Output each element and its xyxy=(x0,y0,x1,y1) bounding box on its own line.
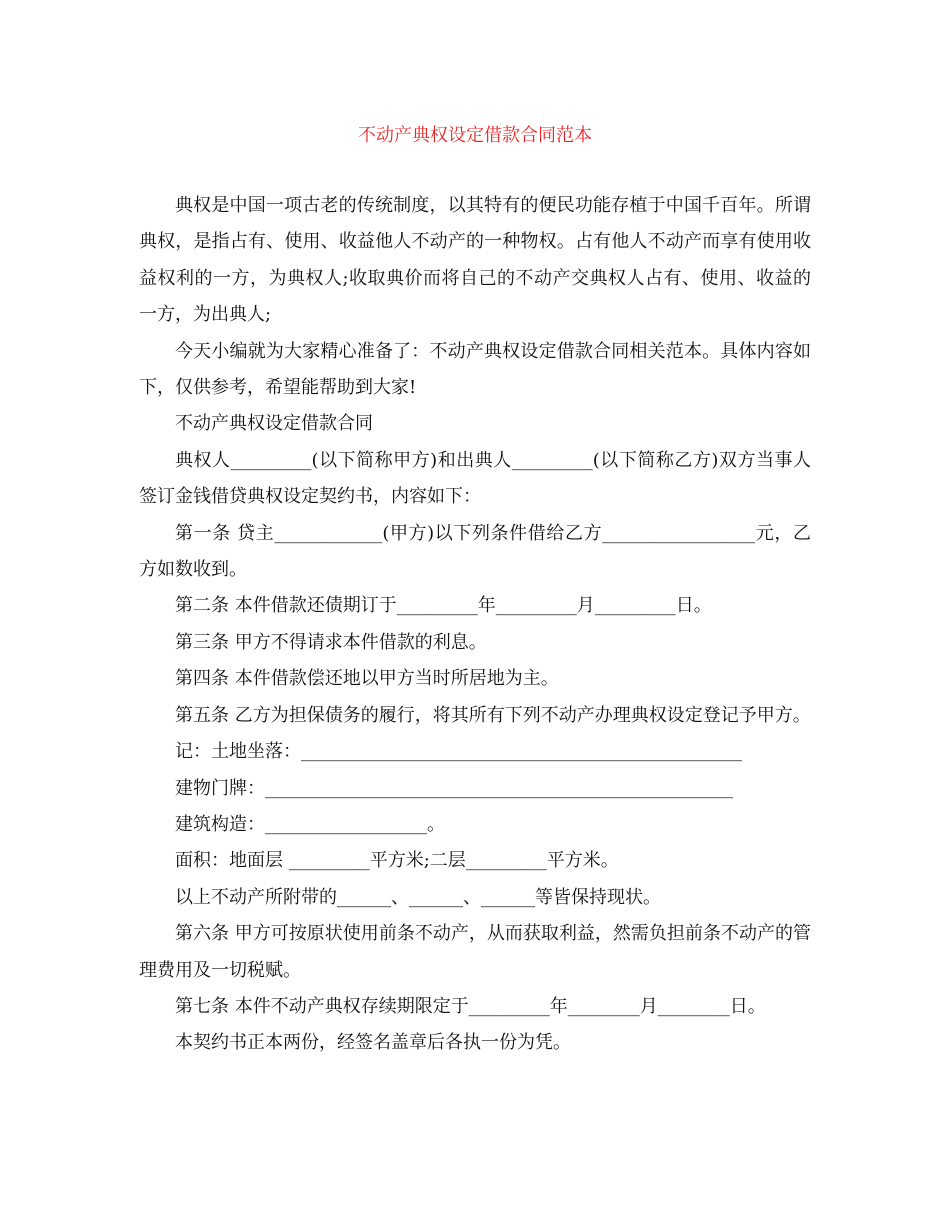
article-6: 第六条 甲方可按原状使用前条不动产，从而获取利益，然需负担前条不动产的管理费用及一切税赋。 xyxy=(139,923,811,981)
property-building-number: 建物门牌：____________________________________________________ xyxy=(175,777,733,799)
property-land-location: 记：土地坐落：_________________________________________________ xyxy=(175,741,742,763)
paragraph-intro-editor: 今天小编就为大家精心准备了：不动产典权设定借款合同相关范本。具体内容如下，仅供参考，希望能帮助到大家! xyxy=(139,340,811,399)
article-7: 第七条 本件不动产典权存续期限定于_________年________月________日。 xyxy=(175,995,766,1017)
property-area: 面积：地面层 _________平方米;二层_________平方米。 xyxy=(175,850,619,872)
article-4: 第四条 本件借款偿还地以甲方当时所居地为主。 xyxy=(175,668,559,690)
article-2: 第二条 本件借款还债期订于_________年_________月_________日。 xyxy=(175,595,712,617)
property-attachments: 以上不动产所附带的______、______、______等皆保持现状。 xyxy=(175,886,661,908)
closing-clause: 本契约书正本两份，经签名盖章后各执一份为凭。 xyxy=(175,1032,571,1054)
contract-parties: 典权人_________(以下简称甲方)和出典人_________(以下简称乙方)双方当事人签订金钱借贷典权设定契约书，内容如下： xyxy=(139,449,811,508)
property-construction: 建筑构造：__________________。 xyxy=(175,813,445,835)
article-1: 第一条 贷主____________(甲方)以下列条件借给乙方_________________元，乙方如数收到。 xyxy=(139,522,811,581)
document-body xyxy=(139,188,811,1062)
article-5: 第五条 乙方为担保债务的履行，将其所有下列不动产办理典权设定登记予甲方。 xyxy=(175,704,811,726)
contract-heading: 不动产典权设定借款合同 xyxy=(175,413,373,435)
article-3: 第三条 甲方不得请求本件借款的利息。 xyxy=(175,631,487,653)
paragraph-intro-dianquan: 典权是中国一项古老的传统制度，以其特有的便民功能存植于中国千百年。所谓典权，是指占有、使用、收益他人不动产的一种物权。占有他人不动产而享有使用收益权利的一方，为典权人;收取典价而将自己的不动产交典权人占有、使用、收益的一方，为出典人; xyxy=(139,195,811,326)
document-title: 不动产典权设定借款合同范本 xyxy=(358,125,592,146)
